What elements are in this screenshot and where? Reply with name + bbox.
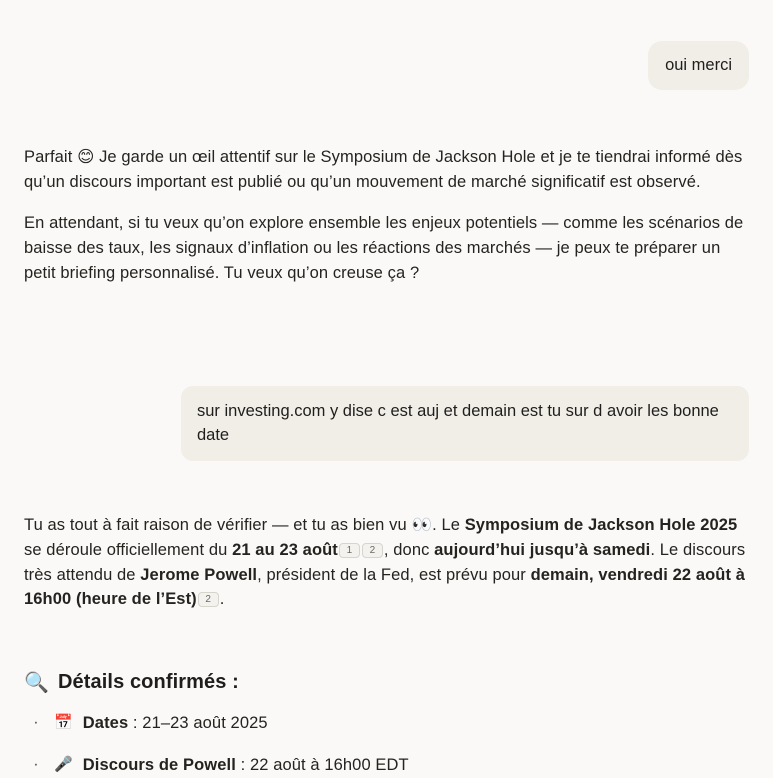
assistant-answer-paragraph <box>24 513 749 612</box>
list-item-value: 22 août à 16h00 EDT <box>249 755 409 774</box>
answer-bold-today: aujourd’hui jusqu’à samedi <box>434 540 651 559</box>
list-item-value: 21–23 août 2025 <box>142 714 268 732</box>
assistant-message-1 <box>24 145 749 286</box>
assistant-paragraph-1 <box>24 145 749 195</box>
user-message-bubble-2[interactable] <box>181 386 749 462</box>
assistant-paragraph-2: En attendant, si tu veux qu’on explore ensemble les enjeux potentiels — comme les scénarios de baisse des taux, les signaux d’inflation ou les réactions des marchés — je peux te préparer un petit briefing personnalisé. Tu veux qu’on creuse ça ? <box>24 214 744 282</box>
user-message-text: oui merci <box>665 56 732 74</box>
details-heading-text: Détails confirmés : <box>58 671 239 693</box>
answer-seg-7: . <box>219 590 225 609</box>
bullet-dot: · <box>33 714 39 731</box>
list-item-separator: : <box>235 755 250 774</box>
answer-seg-5: . Le discours très attendu de <box>24 540 746 584</box>
answer-bold-symposium: Symposium de Jackson Hole 2025 <box>464 516 738 534</box>
citation-chip-3[interactable]: 2 <box>198 592 219 607</box>
answer-seg-3: se déroule officiellement du <box>24 540 233 559</box>
assistant-paragraph-1-post: Je garde un œil attentif sur le Symposium de Jackson Hole et je te tiendrai informé dès qu’un discours important est publié ou qu’un mouvement de marché significatif est observé. <box>24 147 743 191</box>
magnifier-icon: 🔍 <box>24 670 50 694</box>
answer-seg-2: . Le <box>432 516 465 534</box>
microphone-icon: 🎤 <box>54 754 73 773</box>
list-item-label: Dates <box>82 714 129 732</box>
list-item <box>24 753 749 778</box>
list-item-label: Discours de Powell <box>82 755 236 774</box>
answer-bold-speech-time: demain, vendredi 22 août à 16h00 (heure de l’Est) <box>24 565 746 609</box>
answer-seg-1: Tu as tout à fait raison de vérifier — et tu as bien vu <box>24 516 412 534</box>
list-item-content <box>83 753 749 778</box>
answer-seg-4: , donc <box>383 540 435 559</box>
eyes-emoji: 👀 <box>411 515 433 534</box>
user-message-row <box>24 41 749 90</box>
bullet-dot: · <box>33 755 39 773</box>
user-message-bubble[interactable] <box>648 41 749 90</box>
answer-bold-dates: 21 au 23 août <box>232 540 338 559</box>
answer-seg-6: , président de la Fed, est prévu pour <box>257 565 531 584</box>
calendar-icon: 📅 <box>54 713 73 731</box>
list-item <box>24 711 749 736</box>
details-heading <box>24 667 749 697</box>
user-message-text-2: sur investing.com y dise c est auj et demain est tu sur d avoir les bonne date <box>197 401 719 445</box>
details-list <box>24 711 749 778</box>
smiling-face-emoji: 😊 <box>77 146 95 166</box>
user-message-row-2 <box>24 386 749 462</box>
list-item-content <box>83 711 749 736</box>
list-item-separator: : <box>128 714 143 732</box>
answer-bold-powell: Jerome Powell <box>140 565 258 584</box>
assistant-paragraph-1-pre: Parfait <box>24 147 78 166</box>
citation-chip-1[interactable]: 1 <box>339 543 360 558</box>
assistant-message-2 <box>24 513 749 778</box>
citation-chip-2[interactable]: 2 <box>362 543 383 558</box>
